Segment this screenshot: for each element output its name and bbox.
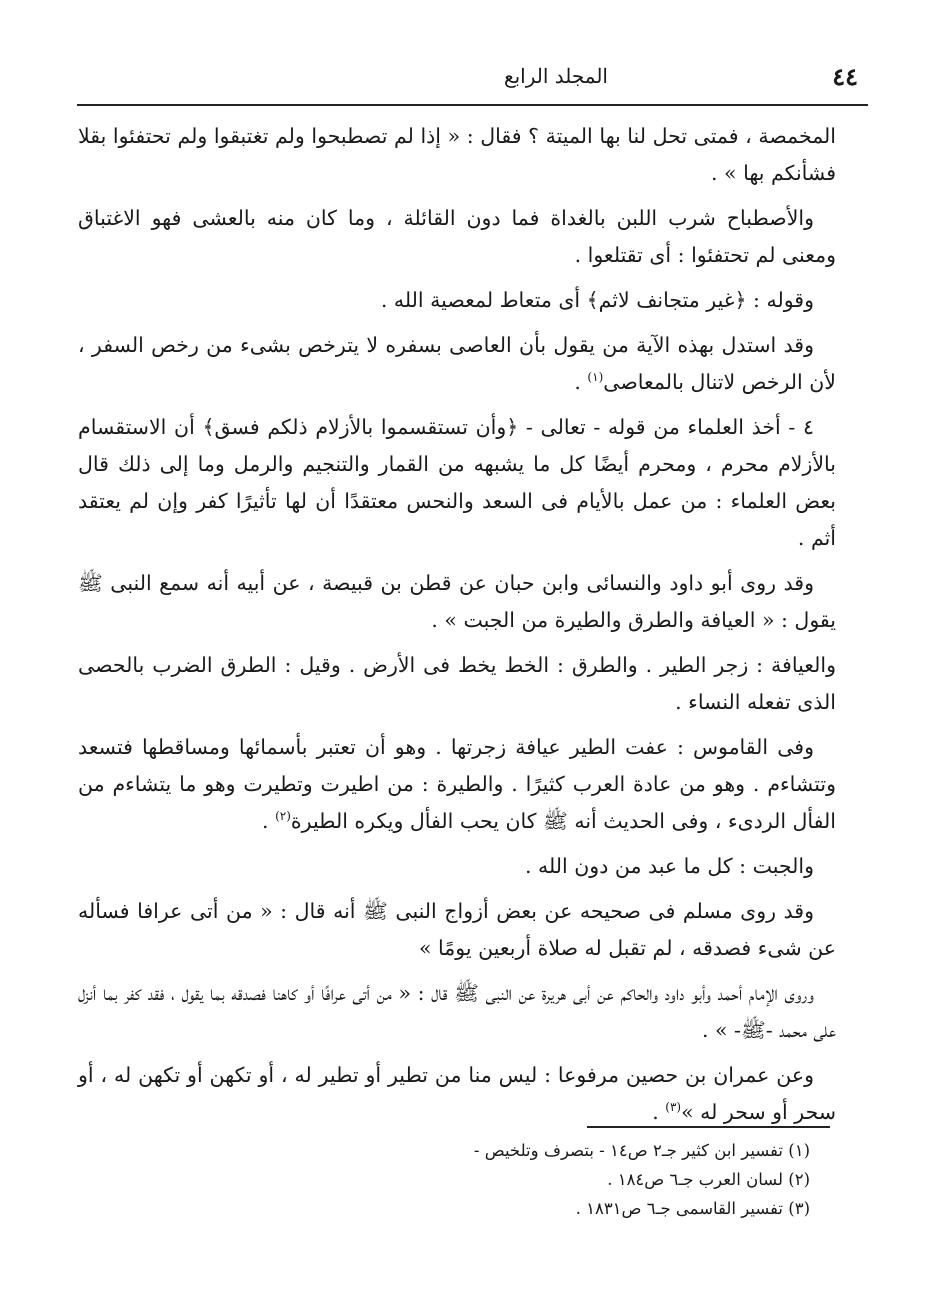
paragraph-4-text: وقد استدل بهذه الآية من يقول بأن العاصى بسفره لا يترخص بشىء من رخص السفر ، لأن الرخص لاتنال بالمعاصى <box>78 333 836 394</box>
header-rule <box>77 104 868 106</box>
paragraph-8-end: . <box>262 809 276 833</box>
paragraph-2: والأصطباح شرب اللبن بالغداة فما دون القائلة ، وما كان منه بالعشى فهو الاغتباق ومعنى لم تحتفئوا : أى تقتلعوا . <box>78 206 836 267</box>
paragraph-8 <box>78 729 836 840</box>
paragraph-7: والعيافة : زجر الطير . والطرق : الخط يخط فى الأرض . وقيل : الطرق الضرب بالحصى الذى تفعله النساء . <box>78 653 836 714</box>
footnote-3: (٣) تفسير القاسمى جـ٦ ص١٨٣١ . <box>575 1199 810 1218</box>
paragraph-1: المخمصة ، فمتى تحل لنا بها الميتة ؟ فقال : « إذا لم تصطبحوا ولم تغتبقوا ولم تحتفئوا بقلا فشأنكم بها » . <box>78 124 836 185</box>
paragraph-12-end: . <box>652 1100 666 1124</box>
paragraph-5: ٤ - أخذ العلماء من قوله - تعالى - ﴿وأن تستقسموا بالأزلام ذلكم فسق﴾ أن الاستقسام بالأزلام محرم ، ومحرم أيضًا كل ما يشبهه من القمار والتنجيم والرمل وما إلى ذلك قال بعض العلماء : من عمل بالأيام فى السعد والنحس معتقدًا أن لها تأثيرًا كفر وإن لم يعتقد أثم . <box>78 415 836 550</box>
paragraph-3: وقوله : ﴿غير متجانف لاثم﴾ أى متعاط لمعصية الله . <box>380 288 814 312</box>
footnotes <box>390 1136 810 1223</box>
paragraph-8-text: وفى القاموس : عفت الطير عيافة زجرتها . وهو أن تعتبر بأسمائها ومساقطها فتسعد وتتشاءم . وهو من عادة العرب كثيرًا . والطيرة : من اطيرت وتطيرت وهو ما يتشاءم من الفأل الردىء ، وفى الحديث أنه ﷺ كان يحب الفأل ويكره الطيرة <box>78 735 836 833</box>
footnote-1: (١) تفسير ابن كثير جـ٢ ص١٤ - بتصرف وتلخيص - <box>473 1141 810 1160</box>
paragraph-9: والجبت : كل ما عبد من دون الله . <box>524 854 814 878</box>
paragraph-11: وروى الإمام أحمد وأبو داود والحاكم عن أبى هريرة عن النبى ﷺ قال : « من أتى عرافًا أو كاهنا فصدقه بما يقول ، فقد كفر بما أنزل على محمد -ﷺ- » . <box>78 981 836 1042</box>
page-number: ٤٤ <box>832 62 858 91</box>
footnote-ref-2: (٢) <box>275 809 291 824</box>
paragraph-4-end: . <box>574 370 588 394</box>
paragraph-4 <box>78 327 836 401</box>
footnote-2: (٢) لسان العرب جـ٦ ص١٨٤ . <box>607 1170 810 1189</box>
paragraph-10: وقد روى مسلم فى صحيحه عن بعض أزواج النبى ﷺ أنه قال : « من أتى عرافا فسأله عن شىء فصدقه ، لم تقبل له صلاة أربعين يومًا » <box>78 899 836 960</box>
page-header <box>92 62 858 98</box>
paragraph-12 <box>78 1057 836 1131</box>
paragraph-12-text: وعن عمران بن حصين مرفوعا : ليس منا من تطير أو تطير له ، أو تكهن أو تكهن له ، أو سحر أو سحر له » <box>78 1063 836 1124</box>
footnote-ref-3: (٣) <box>665 1100 682 1115</box>
running-title: المجلد الرابع <box>503 64 608 88</box>
footnote-ref-1: (١) <box>587 370 604 385</box>
main-text <box>78 118 836 1139</box>
paragraph-6: وقد روى أبو داود والنسائى وابن حبان عن قطن بن قبيصة ، عن أبيه أنه سمع النبى ﷺ يقول : « العيافة والطرق والطيرة من الجبت » . <box>78 571 836 632</box>
footnote-rule <box>587 1126 830 1128</box>
